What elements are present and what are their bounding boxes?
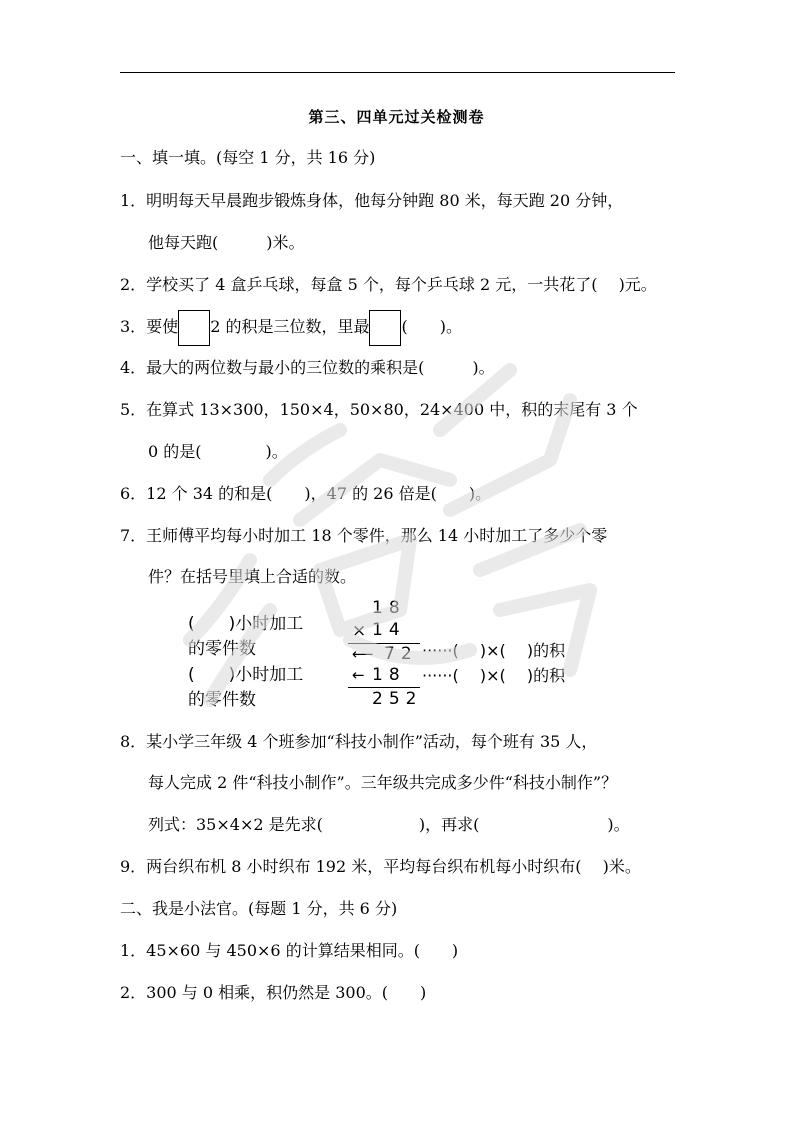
diagram-label-2a: ( )小时加工 — [188, 665, 304, 685]
question-3 — [120, 317, 462, 338]
diagram-label-2b: 的零件数 — [188, 690, 256, 710]
question-1-line2: 他每天跑( )米。 — [148, 233, 305, 252]
arrow-1-icon: ⟵ — [352, 645, 374, 663]
multiplier: 14 — [372, 620, 406, 640]
answer-box[interactable] — [178, 310, 210, 346]
question-3-pre: 3．要使 — [120, 317, 179, 336]
arrow-2-icon: ← — [352, 666, 365, 684]
question-2: 2．学校买了 4 盒乒乓球，每盒 5 个，每个乒乓球 2 元，一共花了( )元。 — [120, 275, 657, 294]
question-7-line1: 7．王师傅平均每小时加工 18 个零件，那么 14 小时加工了多少个零 — [120, 526, 608, 545]
multiplicand: 18 — [372, 598, 406, 618]
header-rule — [120, 72, 675, 73]
question-3-post: ( )。 — [401, 317, 462, 336]
answer-box[interactable] — [369, 310, 401, 346]
question-7-line2: 件？在括号里填上合适的数。 — [148, 567, 357, 586]
question-8-line2: 每人完成 2 件“科技小制作”。三年级共完成多少件“科技小制作”？ — [148, 773, 618, 792]
question-5-line1: 5．在算式 13×300，150×4，50×80，24×400 中，积的末尾有 3 个 — [120, 400, 638, 419]
section2-question-2: 2．300 与 0 相乘，积仍然是 300。( ) — [120, 983, 427, 1002]
partial-product-2: 18 — [372, 665, 406, 685]
question-9: 9．两台织布机 8 小时织布 192 米，平均每台织布机每小时织布( )米。 — [120, 857, 641, 876]
question-5-line2: 0 的是( )。 — [148, 442, 288, 461]
times-sign: × — [352, 621, 367, 641]
section2-heading: 二、我是小法官。(每题 1 分，共 6 分) — [120, 899, 398, 918]
question-1-line1: 1．明明每天早晨跑步锻炼身体，他每分钟跑 80 米，每天跑 20 分钟， — [120, 191, 624, 210]
rule-2 — [348, 687, 420, 688]
diagram-label-1a: ( )小时加工 — [188, 614, 304, 634]
question-4: 4．最大的两位数与最小的三位数的乘积是( )。 — [120, 358, 495, 377]
page-title: 第三、四单元过关检测卷 — [308, 108, 485, 126]
question-8-line3: 列式：35×4×2 是先求( )，再求( )。 — [148, 815, 630, 834]
section1-heading: 一、填一填。(每空 1 分，共 16 分) — [120, 148, 376, 167]
tail-text-1: ······( )×( )的积 — [422, 641, 566, 660]
tail-text-2: ······( )×( )的积 — [422, 666, 566, 685]
partial-product-1: 72 — [384, 644, 418, 664]
question-6: 6．12 个 34 的和是( )，47 的 26 倍是( )。 — [120, 484, 492, 503]
product: 252 — [372, 689, 423, 709]
diagram-label-1b: 的零件数 — [188, 639, 256, 659]
question-3-mid: 2 的积是三位数，里最 — [210, 317, 370, 336]
section2-question-1: 1．45×60 与 450×6 的计算结果相同。( ) — [120, 941, 459, 960]
question-8-line1: 8．某小学三年级 4 个班参加“科技小制作”活动，每个班有 35 人， — [120, 732, 598, 751]
